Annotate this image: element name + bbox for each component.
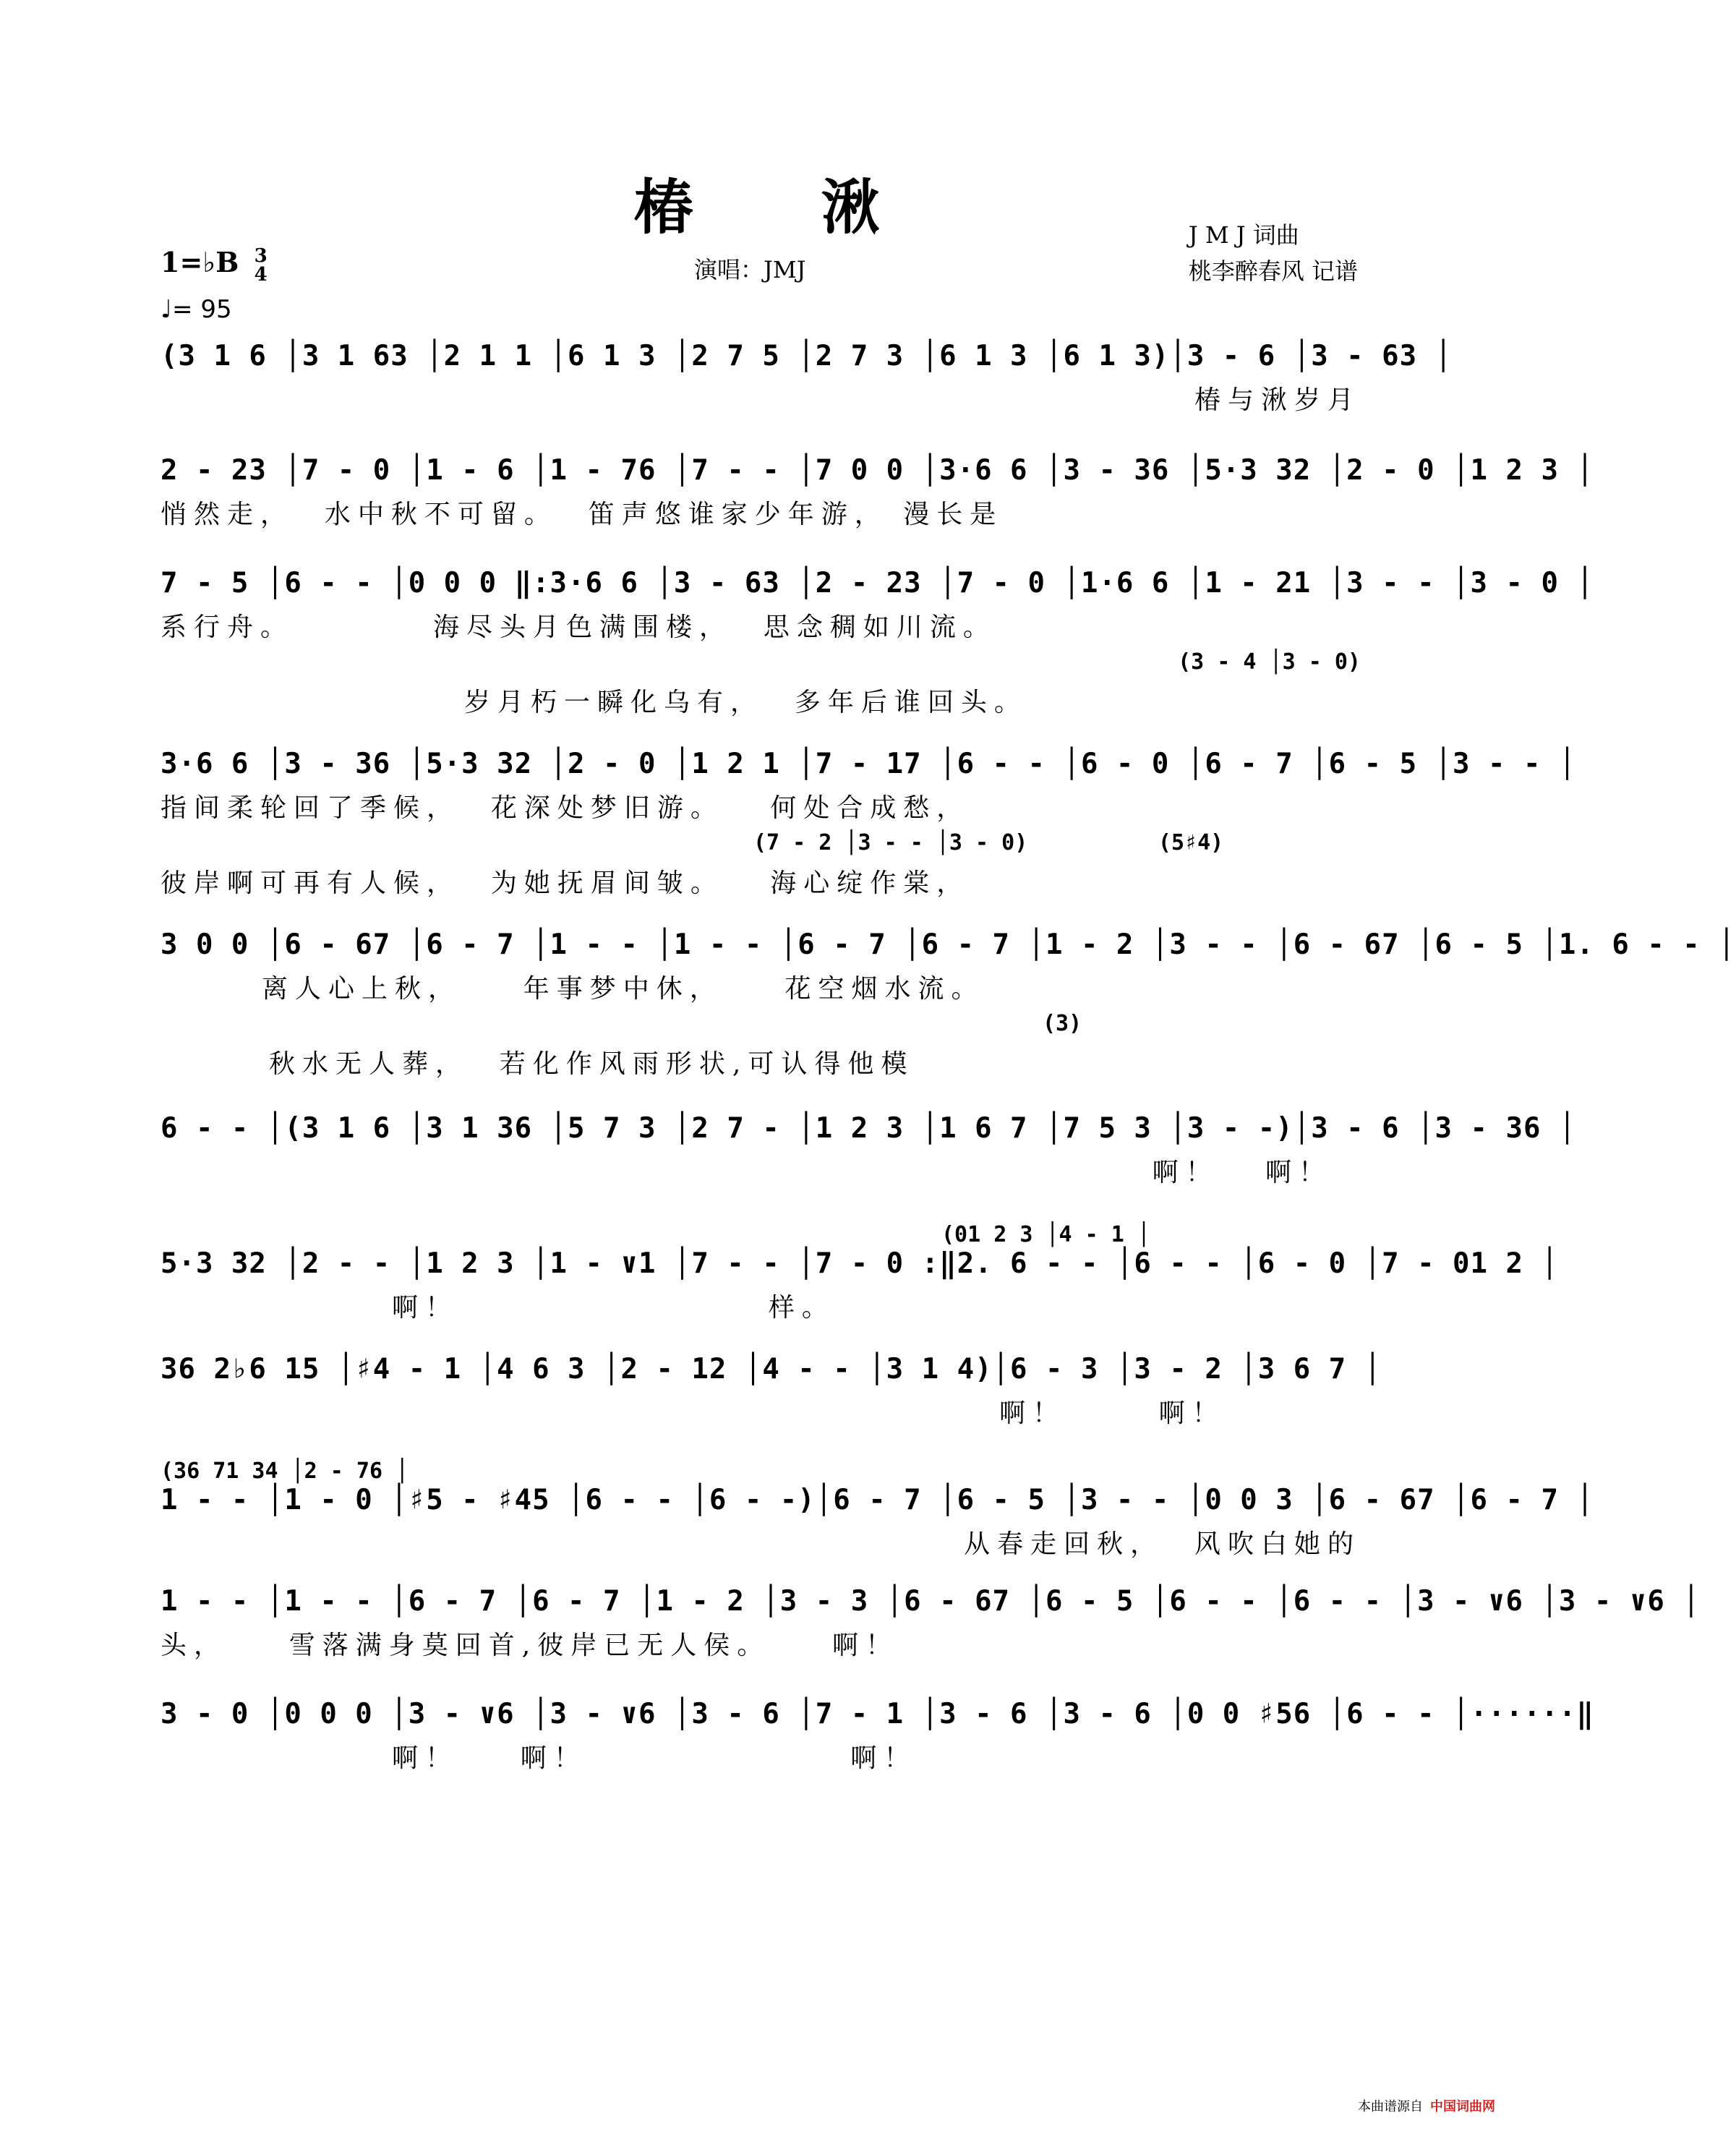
notes-line: 2 - 23 │7 - 0 │1 - 6 │1 - 76 │7 - - │7 0 0 │3·6 6 │3 - 36 │5·3 32 │2 - 0 │1 2 3 │	[161, 454, 1594, 487]
alternate-notes: (01 2 3 │4 - 1 │	[941, 1222, 1150, 1247]
footer	[1358, 2096, 1495, 2115]
system-4	[161, 748, 1577, 900]
system-11	[161, 1698, 1594, 1775]
singer: 演唱：JMJ	[694, 256, 806, 283]
system-6	[161, 1112, 1577, 1189]
alternate-notes: (3 - 4 │3 - 0)	[1178, 649, 1361, 675]
system-7	[161, 1222, 1559, 1324]
system-9	[161, 1459, 1594, 1560]
lyric-line-2: 岁月朽一瞬化乌有， 多年后谁回头。	[464, 688, 1027, 717]
alternate-notes: (36 71 34 │2 - 76 │	[161, 1459, 409, 1484]
notes-line: 5·3 32 │2 - - │1 2 3 │1 - ∨1 │7 - - │7 - 0 :‖2. 6 - - │6 - - │6 - 0 │7 - 01 2 │	[161, 1247, 1559, 1280]
notes-line: 3 - 0 │0 0 0 │3 - ∨6 │3 - ∨6 │3 - 6 │7 - 1 │3 - 6 │3 - 6 │0 0 ♯56 │6 - - │······‖	[161, 1698, 1594, 1730]
lyric-line: 从春走回秋， 风吹白她的	[964, 1529, 1361, 1559]
system-1	[161, 340, 1453, 417]
lyric-line: 头， 雪落满身莫回首,彼岸已无人侯。 啊！	[161, 1631, 899, 1660]
lyric-line: 啊！ 啊！	[999, 1398, 1226, 1428]
footer-source: 本曲谱源自	[1358, 2099, 1423, 2114]
credits	[1189, 217, 1358, 289]
notes-line: 1 - - │1 - 0 │♯5 - ♯45 │6 - - │6 - -)│6 - 7 │6 - 5 │3 - - │0 0 3 │6 - 67 │6 - 7 │	[161, 1484, 1594, 1516]
lyric-line: 离人心上秋， 年事梦中休， 花空烟水流。	[262, 974, 985, 1004]
system-5	[161, 928, 1736, 1080]
notes-line: 7 - 5 │6 - - │0 0 0 ‖:3·6 6 │3 - 63 │2 - 23 │7 - 0 │1·6 6 │1 - 21 │3 - - │3 - 0 │	[161, 567, 1594, 599]
notes-line: 1 - - │1 - - │6 - 7 │6 - 7 │1 - 2 │3 - 3 │6 - 67 │6 - 5 │6 - - │6 - - │3 - ∨6 │3 - ∨6 │	[161, 1585, 1701, 1618]
alternate-notes: (3)	[1043, 1011, 1082, 1036]
notes-line: (3 1 6 │3 1 63 │2 1 1 │6 1 3 │2 7 5 │2 7 3 │6 1 3 │6 1 3)│3 - 6 │3 - 63 │	[161, 340, 1453, 372]
system-8	[161, 1353, 1382, 1430]
notes-line: 6 - - │(3 1 6 │3 1 36 │5 7 3 │2 7 - │1 2 3 │1 6 7 │7 5 3 │3 - -)│3 - 6 │3 - 36 │	[161, 1112, 1577, 1145]
system-10	[161, 1585, 1701, 1662]
lyric-line: 系行舟。 海尽头月色满围楼， 思念稠如川流。	[161, 612, 996, 642]
alternate-notes: (7 - 2 │3 - - │3 - 0) (5♯4)	[753, 830, 1224, 855]
song-title: 椿 湫	[633, 173, 884, 242]
lyric-line: 椿与湫岁月	[1194, 385, 1361, 415]
system-2	[161, 454, 1594, 531]
lyric-line: 指间柔轮回了季候， 花深处梦旧游。 何处合成愁，	[161, 793, 970, 823]
notes-line: 36 2♭6 15 │♯4 - 1 │4 6 3 │2 - 12 │4 - - │3 1 4)│6 - 3 │3 - 2 │3 6 7 │	[161, 1353, 1382, 1385]
notes-line: 3 0 0 │6 - 67 │6 - 7 │1 - - │1 - - │6 - 7 │6 - 7 │1 - 2 │3 - - │6 - 67 │6 - 5 │1. 6 - - │	[161, 928, 1736, 961]
lyric-line: 啊！ 样。	[392, 1293, 835, 1323]
score-systems	[161, 340, 1736, 1775]
meter-top: 3	[254, 244, 268, 267]
tempo-marking: ♩= 95	[161, 295, 232, 324]
transcriber: 桃李醉春风 记谱	[1188, 257, 1358, 285]
notes-line: 3·6 6 │3 - 36 │5·3 32 │2 - 0 │1 2 1 │7 - 17 │6 - - │6 - 0 │6 - 7 │6 - 5 │3 - - │	[161, 748, 1577, 780]
key-signature	[161, 246, 268, 284]
lyric-line-2: 秋水无人葬， 若化作风雨形状,可认得他模	[269, 1049, 915, 1079]
lyricist-composer: J M J 词曲	[1188, 221, 1299, 249]
lyric-line: 啊！ 啊！ 啊！	[392, 1743, 918, 1773]
time-signature	[254, 244, 268, 286]
key-text: 1=♭B	[161, 246, 239, 278]
lyric-line: 悄然走， 水中秋不可留。 笛声悠谁家少年游， 漫长是	[161, 500, 1004, 529]
lyric-line: 啊！ 啊！	[1152, 1158, 1332, 1187]
system-3	[161, 567, 1594, 719]
footer-site-link[interactable]: 中国词曲网	[1430, 2099, 1495, 2114]
lyric-line-2: 彼岸啊可再有人候， 为她抚眉间皱。 海心绽作棠，	[161, 868, 970, 898]
meter-bottom: 4	[254, 263, 268, 286]
